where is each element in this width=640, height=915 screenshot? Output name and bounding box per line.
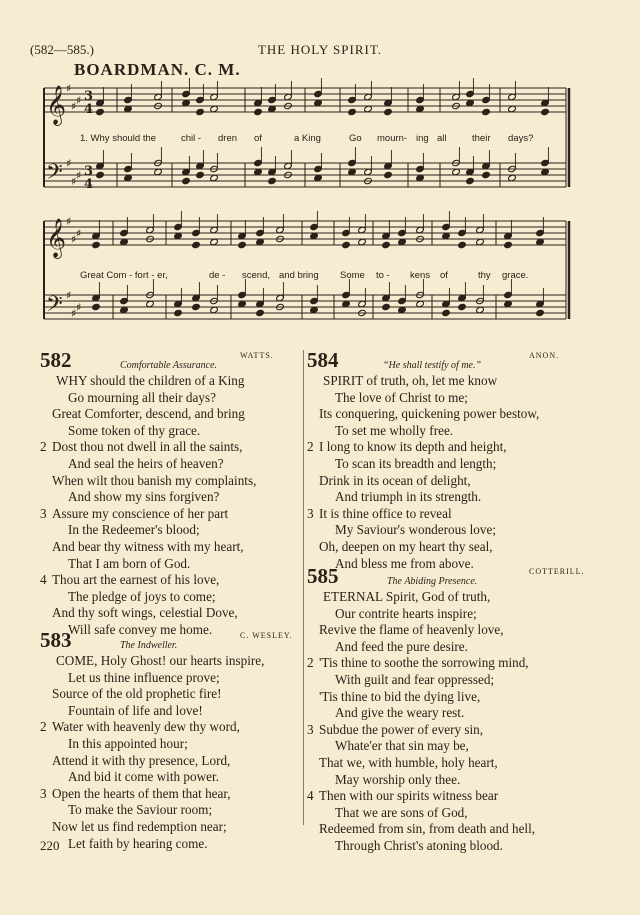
note-head bbox=[342, 241, 351, 248]
treble-clef: 𝄞 bbox=[46, 85, 67, 125]
lyric-syllable: Go bbox=[349, 133, 362, 144]
hymn-number: 583 bbox=[40, 628, 72, 652]
verse-number: 2 bbox=[307, 655, 314, 671]
note-head bbox=[382, 241, 391, 248]
verse-text: Then with our spirits witness bear bbox=[319, 788, 499, 804]
note-head bbox=[541, 108, 550, 115]
note-head bbox=[466, 177, 475, 184]
verse-text: Open the hearts of them that hear, bbox=[52, 785, 231, 801]
verse-number: 2 bbox=[307, 439, 314, 455]
hymn-verses bbox=[307, 373, 539, 572]
note-head bbox=[482, 171, 491, 178]
hymn-verses bbox=[307, 589, 535, 855]
lyric-syllable: days? bbox=[508, 133, 534, 144]
verse-line: And show my sins forgiven? bbox=[68, 489, 220, 505]
hymn-author: ANON. bbox=[529, 351, 560, 360]
hymn-verses bbox=[40, 653, 264, 852]
verse-line: Whate'er that sin may be, bbox=[335, 738, 469, 754]
verse-line bbox=[307, 589, 535, 606]
hymn-subtitle: The Indweller. bbox=[120, 640, 178, 651]
note-head bbox=[442, 309, 451, 316]
sharp-sign: ♯ bbox=[66, 82, 72, 95]
verse-line bbox=[40, 653, 264, 670]
verse-number: 3 bbox=[40, 505, 47, 521]
verse-line: Fountain of life and love! bbox=[68, 702, 203, 718]
verse-line: My Saviour's wonderous love; bbox=[335, 522, 496, 538]
page-range: (582—585.) bbox=[30, 42, 94, 57]
verse-line: That we are sons of God, bbox=[335, 804, 468, 820]
verse-line: Source of the old prophetic fire! bbox=[52, 686, 222, 702]
verse-line bbox=[40, 719, 264, 736]
verse-line bbox=[307, 722, 535, 739]
verse-line: Great Comforter, descend, and bring bbox=[52, 406, 245, 422]
note-head bbox=[384, 108, 393, 115]
verse-text: Water with heavenly dew thy word, bbox=[52, 719, 240, 735]
music-score bbox=[0, 0, 640, 340]
sharp-sign: ♯ bbox=[66, 215, 72, 228]
note-head bbox=[96, 171, 105, 178]
verse-line: Go mourning all their days? bbox=[68, 389, 216, 405]
verse-number: 2 bbox=[40, 439, 47, 455]
lyric-syllable: scend, bbox=[242, 270, 270, 281]
lyric-syllable: Great Com - fort - er, bbox=[80, 270, 168, 281]
time-signature-top: 3 bbox=[84, 164, 94, 179]
verse-line: Let us thine influence prove; bbox=[68, 669, 220, 685]
lyric-syllable: their bbox=[472, 133, 491, 144]
verse-line: To scan its breadth and length; bbox=[335, 455, 497, 471]
hymn-author: C. WESLEY. bbox=[240, 631, 293, 640]
hymn-number: 584 bbox=[307, 348, 339, 372]
verse-line: And seal the heirs of heaven? bbox=[68, 455, 224, 471]
verse-line bbox=[40, 373, 256, 390]
clefs bbox=[46, 82, 93, 322]
sharp-sign: ♯ bbox=[66, 289, 72, 302]
verse-line: The pledge of joys to come; bbox=[68, 588, 216, 604]
lyric-syllable: chil - bbox=[181, 133, 202, 144]
verse-line: And bid it come with power. bbox=[68, 769, 219, 785]
verse-text: Thou art the earnest of his love, bbox=[52, 572, 220, 588]
lyric-syllable: 1. Why should the bbox=[80, 133, 157, 144]
hymn-number: 585 bbox=[307, 564, 339, 588]
bass-clef: 𝄢 bbox=[46, 160, 63, 190]
verse-line bbox=[40, 786, 264, 803]
verse-text: SPIRIT of truth, oh, let me know bbox=[323, 373, 498, 388]
note-head bbox=[268, 177, 277, 184]
time-signature-bottom: 4 bbox=[84, 177, 94, 192]
sharp-sign: ♯ bbox=[66, 157, 72, 170]
hymn-subtitle: “He shall testify of me.” bbox=[383, 360, 482, 371]
note-head bbox=[196, 171, 205, 178]
verse-line bbox=[40, 439, 256, 456]
verse-line: And triumph in its strength. bbox=[335, 489, 482, 505]
time-signature-bottom: 4 bbox=[84, 102, 94, 117]
verse-line: In this appointed hour; bbox=[68, 735, 188, 751]
verse-text: Dost thou not dwell in all the saints, bbox=[52, 439, 243, 455]
note-head bbox=[254, 108, 263, 115]
treble-clef: 𝄞 bbox=[46, 218, 67, 258]
sharp-sign: ♯ bbox=[71, 175, 77, 188]
note-head bbox=[174, 309, 183, 316]
staff-lines bbox=[44, 88, 566, 319]
note-head bbox=[96, 108, 105, 115]
sharp-sign: ♯ bbox=[71, 100, 77, 113]
verse-line: Oh, deepen on my heart thy seal, bbox=[319, 538, 493, 554]
sharp-sign: ♯ bbox=[71, 307, 77, 320]
verse-line bbox=[307, 373, 539, 390]
hymn-subtitle: The Abiding Presence. bbox=[387, 576, 478, 587]
hymn-subtitle: Comfortable Assurance. bbox=[120, 360, 218, 371]
verse-number: 2 bbox=[40, 719, 47, 735]
verse-line: May worship only thee. bbox=[335, 771, 461, 787]
verse-line: The love of Christ to me; bbox=[335, 389, 468, 405]
verse-line: To set me wholly free. bbox=[335, 422, 454, 438]
verse-number: 4 bbox=[307, 788, 314, 804]
verse-number: 3 bbox=[307, 721, 314, 737]
verse-line: To make the Saviour room; bbox=[68, 802, 213, 818]
verse-line: Its conquering, quickening power bestow, bbox=[319, 406, 540, 422]
verse-line: And feed the pure desire. bbox=[335, 638, 468, 654]
verse-line: Our contrite hearts inspire; bbox=[335, 605, 477, 621]
lyric-syllable: dren bbox=[218, 133, 238, 144]
note-head bbox=[92, 303, 101, 310]
note-head bbox=[192, 303, 201, 310]
note-head bbox=[536, 309, 545, 316]
bass-clef: 𝄢 bbox=[46, 292, 63, 322]
verse-line: And give the weary rest. bbox=[335, 705, 465, 721]
note-head bbox=[238, 241, 247, 248]
verse-line: Drink in its ocean of delight, bbox=[319, 472, 471, 488]
verse-line bbox=[40, 506, 256, 523]
page-number: 220 bbox=[40, 838, 60, 853]
verse-line: That we, with humble, holy heart, bbox=[319, 754, 498, 770]
note-head bbox=[382, 303, 391, 310]
lyric-syllable: to - bbox=[376, 270, 390, 281]
hymn-author: COTTERILL. bbox=[529, 567, 585, 576]
hymn-number: 582 bbox=[40, 348, 72, 372]
verse-line: Redeemed from sin, from death and hell, bbox=[319, 821, 536, 837]
verse-line bbox=[307, 788, 535, 805]
time-signature-top: 3 bbox=[84, 89, 94, 104]
sharp-sign: ♯ bbox=[76, 94, 82, 107]
verse-text: 'Tis thine to soothe the sorrowing mind, bbox=[319, 655, 529, 671]
note-head bbox=[458, 241, 467, 248]
hymn-verses bbox=[40, 373, 256, 639]
verse-line: Through Christ's atoning blood. bbox=[335, 837, 503, 853]
hymn-author: WATTS. bbox=[240, 351, 274, 360]
verse-line: And bless me from above. bbox=[335, 555, 474, 571]
verse-text: ETERNAL Spirit, God of truth, bbox=[323, 589, 491, 604]
verse-line: 'Tis thine to bid the dying live, bbox=[319, 688, 481, 704]
verse-line bbox=[40, 572, 256, 589]
bar-lines bbox=[44, 88, 569, 319]
note-head bbox=[256, 309, 265, 316]
verse-text: COME, Holy Ghost! our hearts inspire, bbox=[56, 653, 265, 668]
tune-name: BOARDMAN. C. M. bbox=[74, 60, 241, 79]
lyric-syllable: of bbox=[440, 270, 448, 281]
lyric-syllable: ing bbox=[416, 133, 429, 144]
lyric-syllable: thy bbox=[478, 270, 491, 281]
verse-number: 3 bbox=[307, 505, 314, 521]
verse-text: I long to know its depth and height, bbox=[319, 439, 507, 455]
note-head bbox=[348, 108, 357, 115]
sharp-sign: ♯ bbox=[71, 233, 77, 246]
section-title: THE HOLY SPIRIT. bbox=[257, 42, 383, 57]
lyric-syllable: Some bbox=[340, 270, 365, 281]
verse-line: Revive the flame of heavenly love, bbox=[319, 622, 504, 638]
note-head bbox=[196, 108, 205, 115]
verse-text: WHY should the children of a King bbox=[56, 373, 245, 388]
sharp-sign: ♯ bbox=[76, 227, 82, 240]
lyric-syllable: a King bbox=[294, 133, 321, 144]
sharp-sign: ♯ bbox=[76, 169, 82, 182]
lyric-syllable: de - bbox=[209, 270, 226, 281]
verse-line: In the Redeemer's blood; bbox=[68, 522, 200, 538]
verse-line: And thy soft wings, celestial Dove, bbox=[52, 605, 238, 621]
verse-text: Assure my conscience of her part bbox=[52, 505, 229, 521]
verse-line: Now let us find redemption near; bbox=[52, 818, 227, 834]
verse-line: Let faith by hearing come. bbox=[68, 835, 208, 851]
note-head bbox=[384, 171, 393, 178]
verse-line: And bear thy witness with my heart, bbox=[52, 538, 244, 554]
verse-number: 3 bbox=[40, 785, 47, 801]
verse-line: With guilt and fear oppressed; bbox=[335, 671, 495, 687]
verse-text: Subdue the power of every sin, bbox=[319, 721, 484, 737]
verse-line: When wilt thou banish my complaints, bbox=[52, 472, 257, 488]
verse-number: 4 bbox=[40, 572, 47, 588]
lyric-syllable: and bring bbox=[279, 270, 319, 281]
lyric-syllable: grace. bbox=[502, 270, 529, 281]
verse-line: That I am born of God. bbox=[68, 555, 191, 571]
verse-line: Will safe convey me home. bbox=[68, 621, 213, 637]
lyric-syllable: of bbox=[254, 133, 262, 144]
verse-line bbox=[307, 506, 539, 523]
note-head bbox=[182, 177, 191, 184]
sharp-sign: ♯ bbox=[76, 301, 82, 314]
verse-text: It is thine office to reveal bbox=[319, 505, 452, 521]
note-head bbox=[92, 241, 101, 248]
verse-line bbox=[307, 655, 535, 672]
verse-line bbox=[307, 439, 539, 456]
note-head bbox=[482, 108, 491, 115]
lyric-syllable: kens bbox=[410, 270, 431, 281]
verse-line: Some token of thy grace. bbox=[68, 422, 201, 438]
note-head bbox=[192, 241, 201, 248]
lyric-syllable: all bbox=[437, 133, 447, 144]
column-divider bbox=[303, 350, 304, 825]
verse-line: Attend it with thy presence, Lord, bbox=[52, 752, 231, 768]
note-head bbox=[458, 303, 467, 310]
note-head bbox=[504, 241, 513, 248]
lyric-syllable: mourn- bbox=[377, 133, 408, 144]
